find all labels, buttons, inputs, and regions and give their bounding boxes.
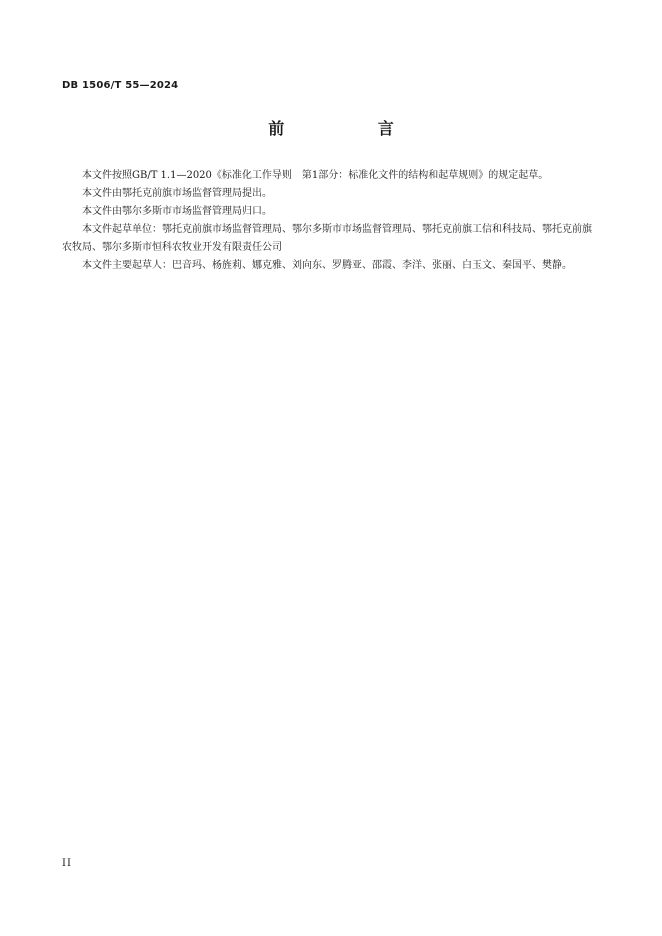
document-code: DB 1506/T 55—2024 [62, 80, 179, 91]
page-number: II [62, 858, 72, 869]
page-title: 前 言 [268, 119, 438, 138]
paragraph-proposed-by: 本文件由鄂托克前旗市场监督管理局提出。 [82, 188, 272, 199]
foreword-body [62, 167, 592, 275]
paragraph-drafting-rules: 本文件按照GB/T 1.1—2020《标准化工作导则 第1部分：标准化文件的结构和起草规则》的规定起草。 [82, 170, 549, 181]
paragraph-drafters: 本文件主要起草人：巴音玛、杨旌莉、娜克雅、刘向东、罗腾亚、邵霞、李洋、张丽、白玉文、秦国平、樊静。 [82, 260, 572, 271]
paragraph-drafting-units: 本文件起草单位：鄂托克前旗市场监督管理局、鄂尔多斯市市场监督管理局、鄂托克前旗工信和科技局、鄂托克前旗农牧局、鄂尔多斯市恒科农牧业开发有限责任公司 [62, 224, 592, 253]
paragraph-centralized-by: 本文件由鄂尔多斯市市场监督管理局归口。 [82, 206, 272, 217]
